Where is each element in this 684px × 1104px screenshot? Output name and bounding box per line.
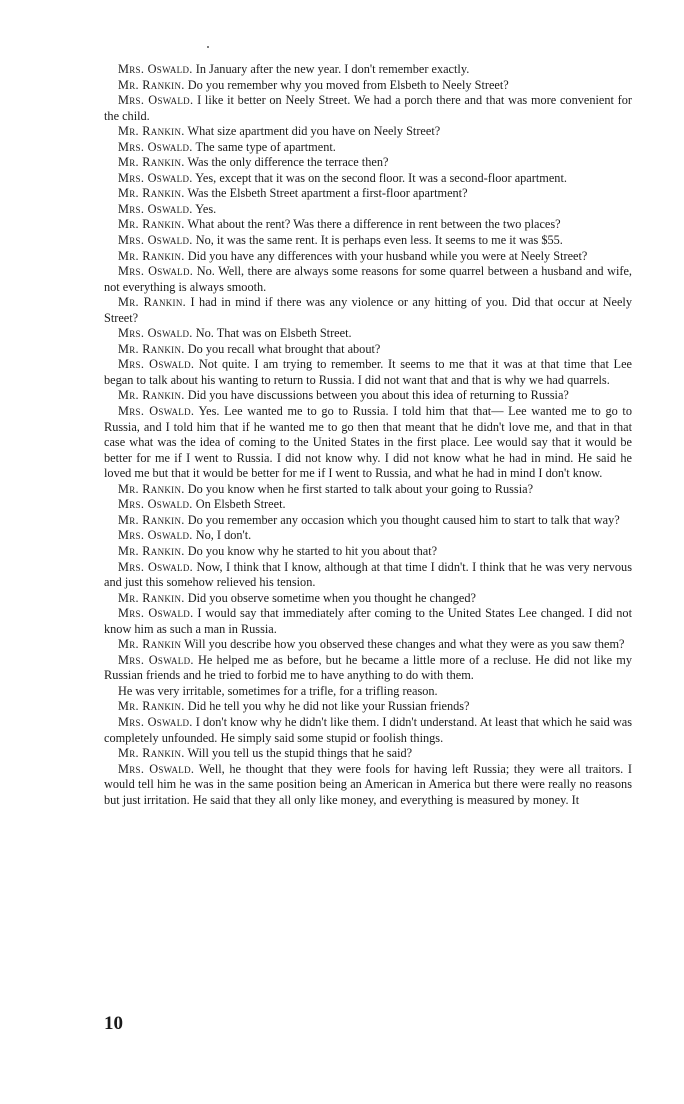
speech-text: I don't know why he didn't like them. I didn't understand. At least that which he said was completely unfounded. He simply said some stupid or foolish things. xyxy=(104,714,632,745)
testimony-paragraph xyxy=(104,93,632,124)
speech-text: Was the Elsbeth Street apartment a first-floor apartment? xyxy=(187,186,468,201)
speaker-name: Mrs. Oswald. xyxy=(118,326,193,341)
testimony-paragraph xyxy=(104,186,632,202)
testimony-paragraph xyxy=(104,388,632,404)
speech-text: Will you tell us the stupid things that he said? xyxy=(187,746,413,761)
page-number: 10 xyxy=(104,1013,123,1034)
speech-text: No. Well, there are always some reasons for some quarrel between a husband and wife, not everything is always smooth. xyxy=(104,264,632,294)
speaker-name: Mr. Rankin. xyxy=(118,248,185,263)
testimony-paragraph xyxy=(104,326,632,342)
speech-text: Yes, except that it was on the second floor. It was a second-floor apartment. xyxy=(195,170,567,185)
speaker-name: Mr. Rankin. xyxy=(118,481,185,496)
testimony-paragraph xyxy=(104,591,632,607)
speaker-name: Mrs. Oswald. xyxy=(118,714,193,729)
testimony-paragraph xyxy=(104,715,632,746)
speaker-name: Mr. Rankin. xyxy=(118,295,187,310)
speech-text: No, I don't. xyxy=(195,528,252,543)
testimony-paragraph xyxy=(104,482,632,498)
speaker-name: Mrs. Oswald. xyxy=(118,62,193,76)
speech-text: Do you know why he started to hit you about that? xyxy=(187,543,438,558)
speech-text: The same type of apartment. xyxy=(195,139,336,154)
speech-text: What size apartment did you have on Neely Street? xyxy=(187,124,441,139)
testimony-paragraph xyxy=(104,202,632,218)
speaker-name: Mrs. Oswald. xyxy=(118,201,193,216)
testimony-paragraph xyxy=(104,357,632,388)
speaker-name: Mrs. Oswald. xyxy=(118,264,194,279)
speaker-name: Mr. Rankin. xyxy=(118,155,185,170)
speech-text: Do you recall what brought that about? xyxy=(187,341,381,356)
speech-text: He helped me as before, but he became a little more of a recluse. He did not like my Russian friends and he tried to forbid me to have anything to do with them. xyxy=(104,652,632,683)
speaker-name: Mrs. Oswald. xyxy=(118,139,193,154)
testimony-paragraph xyxy=(104,653,632,684)
speech-text: I would say that immediately after coming to the United States Lee changed. I did not know him as such a man in Russia. xyxy=(104,606,632,636)
speaker-name: Mrs. Oswald. xyxy=(118,528,193,543)
speech-text: Was the only difference the terrace then? xyxy=(187,155,389,170)
speech-text: Will you describe how you observed these changes and what they were as you saw them? xyxy=(184,637,625,652)
speech-text: I had in mind if there was any violence or any hitting of you. Did that occur at Neely Street? xyxy=(104,295,632,325)
speaker-name: Mrs. Oswald. xyxy=(118,357,195,372)
speaker-name: Mrs. Oswald. xyxy=(118,497,193,512)
testimony-paragraph xyxy=(104,684,632,700)
speech-text: In January after the new year. I don't remember exactly. xyxy=(195,62,470,76)
testimony-paragraph xyxy=(104,264,632,295)
testimony-paragraph xyxy=(104,295,632,326)
testimony-paragraph xyxy=(104,497,632,513)
speech-text: He was very irritable, sometimes for a trifle, for a trifling reason. xyxy=(118,683,438,698)
speech-text: Did he tell you why he did not like your Russian friends? xyxy=(187,699,470,714)
speaker-name: Mr. Rankin. xyxy=(118,186,185,201)
speaker-name: Mrs. Oswald. xyxy=(118,93,194,108)
speech-text: Yes. xyxy=(195,201,217,216)
testimony-paragraph xyxy=(104,217,632,233)
speech-text: Did you have discussions between you about this idea of returning to Russia? xyxy=(187,388,569,403)
speech-text: I like it better on Neely Street. We had a porch there and that was more convenient for the child. xyxy=(104,93,632,123)
speaker-name: Mrs. Oswald. xyxy=(118,233,193,248)
speaker-name: Mrs. Oswald. xyxy=(118,404,195,419)
testimony-paragraph xyxy=(104,404,632,482)
testimony-paragraph xyxy=(104,606,632,637)
speaker-name: Mrs. Oswald. xyxy=(118,652,194,667)
speech-text: Well, he thought that they were fools for having left Russia; they were all traitors. I would tell him he was in the same position being an American in America but there were really no reasons but just irritation. He said that they all only like money, and everything is measured by money. It xyxy=(104,761,632,807)
speaker-name: Mr. Rankin. xyxy=(118,699,185,714)
speech-text: Not quite. I am trying to remember. It seems to me that it was at that time that Lee began to talk about his wanting to return to Russia. I did not want that and that is why we had quarrels. xyxy=(104,357,632,387)
ink-speck xyxy=(207,46,209,48)
speech-text: Do you remember any occasion which you thought caused him to start to talk that way? xyxy=(187,512,620,527)
testimony-paragraph xyxy=(104,62,632,78)
speaker-name: Mr. Rankin. xyxy=(118,590,185,605)
speaker-name: Mr. Rankin. xyxy=(118,77,185,92)
testimony-paragraph xyxy=(104,140,632,156)
testimony-paragraph xyxy=(104,560,632,591)
testimony-paragraph xyxy=(104,78,632,94)
speech-text: Do you remember why you moved from Elsbeth to Neely Street? xyxy=(187,77,509,92)
speech-text: No. That was on Elsbeth Street. xyxy=(195,326,352,341)
testimony-paragraph xyxy=(104,699,632,715)
speaker-name: Mrs. Oswald. xyxy=(118,170,193,185)
testimony-paragraph xyxy=(104,762,632,809)
testimony-paragraph xyxy=(104,342,632,358)
speaker-name: Mr. Rankin. xyxy=(118,543,185,558)
testimony-paragraph xyxy=(104,746,632,762)
speaker-name: Mr. Rankin. xyxy=(118,341,185,356)
speaker-name: Mr. Rankin. xyxy=(118,746,185,761)
speaker-name: Mr. Rankin. xyxy=(118,388,185,403)
speech-text: Yes. Lee wanted me to go to Russia. I told him that that— Lee wanted me to go to Russia, and I told him that if he wanted me to go then that meant that he didn't love me, and that in that case what was the idea of coming to the United States in the first place. Lee would say that it would be better for me if I went to Russia. I did not know why. I did not know what he had in mind. He said he loved me but that it would be better for me if I went to Russia, and what he had in mind I don't know. xyxy=(104,404,632,481)
testimony-paragraph xyxy=(104,249,632,265)
speech-text: Did you have any differences with your husband while you were at Neely Street? xyxy=(187,248,588,263)
speaker-name: Mrs. Oswald. xyxy=(118,761,195,776)
speaker-name: Mrs. Oswald. xyxy=(118,559,193,574)
speech-text: No, it was the same rent. It is perhaps even less. It seems to me it was $55. xyxy=(195,233,563,248)
transcript-body xyxy=(104,62,632,808)
testimony-paragraph xyxy=(104,637,632,653)
testimony-paragraph xyxy=(104,544,632,560)
speaker-name: Mr. Rankin. xyxy=(118,124,185,139)
testimony-paragraph xyxy=(104,171,632,187)
speech-text: Do you know when he first started to talk about your going to Russia? xyxy=(187,481,534,496)
speech-text: Did you observe sometime when you thought he changed? xyxy=(187,590,476,605)
speaker-name: Mrs. Oswald. xyxy=(118,606,194,621)
testimony-paragraph xyxy=(104,528,632,544)
speaker-name: Mr. Rankin xyxy=(118,637,182,652)
speech-text: Now, I think that I know, although at that time I didn't. I think that he was very nervous and just this somehow relieved his tension. xyxy=(104,559,632,590)
testimony-paragraph xyxy=(104,513,632,529)
speech-text: What about the rent? Was there a difference in rent between the two places? xyxy=(187,217,561,232)
speaker-name: Mr. Rankin. xyxy=(118,217,185,232)
speech-text: On Elsbeth Street. xyxy=(195,497,286,512)
speaker-name: Mr. Rankin. xyxy=(118,512,185,527)
testimony-paragraph xyxy=(104,233,632,249)
testimony-paragraph xyxy=(104,155,632,171)
testimony-paragraph xyxy=(104,124,632,140)
